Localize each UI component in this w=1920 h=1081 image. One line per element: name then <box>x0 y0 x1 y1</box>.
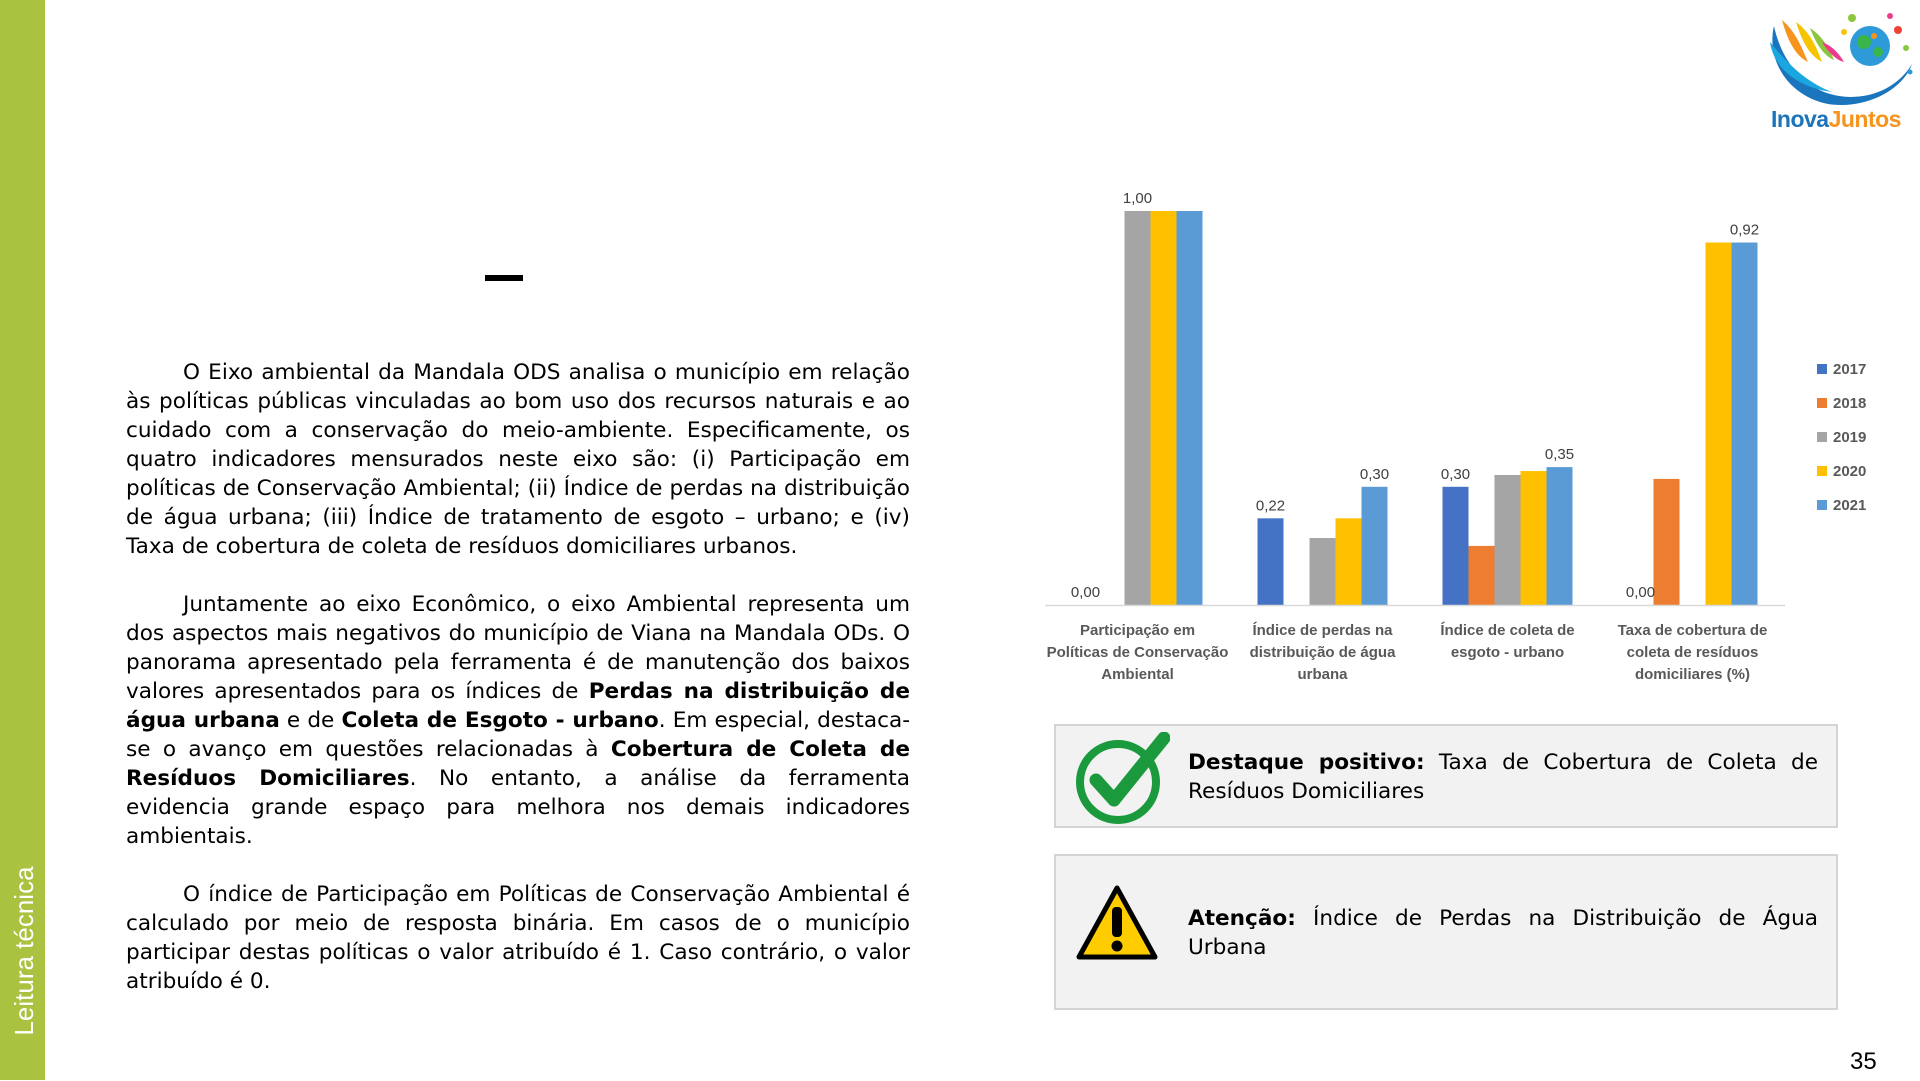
bar-2020-cat4 <box>1706 243 1732 605</box>
data-label-6: 0,35 <box>1544 446 1575 464</box>
data-label-2: 1,00 <box>1122 190 1153 207</box>
bar-2020-cat2 <box>1336 518 1362 605</box>
legend-swatch-2017 <box>1817 364 1827 374</box>
body-text <box>126 358 910 1025</box>
paragraph-analysis: Juntamente ao eixo Econômico, o eixo Ambiental representa um dos aspectos mais negativos do município de Viana na Mandala ODs. O panorama apresentado pela ferramenta é de manutenção dos baixos valores apresentados para os índices de Perdas na distribuição de água urbana e de Coleta de Esgoto - urbano. Em especial, destaca-se o avanço em questões relacionadas à Cobertura de Coleta de Resíduos Domiciliares. No entanto, a análise da ferramenta evidencia grande espaço para melhora nos demais indicadores ambientais. <box>126 592 911 849</box>
bar-2017-cat2 <box>1258 518 1284 605</box>
category-label-4: Taxa de cobertura de coleta de resíduos domiciliares (%) <box>1617 622 1768 683</box>
highlight-positive-text: Destaque positivo: Taxa de Cobertura de Coleta de Resíduos Domiciliares <box>1188 750 1818 804</box>
paragraph-method: O índice de Participação em Políticas de Conservação Ambiental é calculado por meio de resposta binária. Em casos de o município participar destas políticas o valor atribuído é 1. Caso contrário, o valor atribuído é 0. <box>126 882 910 994</box>
bar-2021-cat3 <box>1547 467 1573 605</box>
data-label-5: 0,30 <box>1440 465 1471 483</box>
legend-swatch-2021 <box>1817 500 1827 510</box>
bar-chart <box>1030 185 1890 695</box>
logo-wordmark: InovaJuntos <box>1771 106 1901 132</box>
legend-label-2021: 2021 <box>1833 497 1867 514</box>
highlight-positive-box <box>1054 724 1838 828</box>
legend-label-2020: 2020 <box>1833 463 1867 480</box>
highlight-attention-text: Atenção: Índice de Perdas na Distribuição de Água Urbana <box>1188 906 1818 960</box>
data-label-4: 0,30 <box>1359 465 1390 483</box>
bar-2020-cat1 <box>1151 211 1177 605</box>
bar-2018-cat3 <box>1469 546 1495 605</box>
bar-2019-cat1 <box>1125 211 1151 605</box>
legend-swatch-2020 <box>1817 466 1827 476</box>
sidebar-band <box>0 0 45 1080</box>
category-label-3: Índice de coleta de esgoto - urbano <box>1440 622 1575 661</box>
highlight-attention-box <box>1054 854 1838 1010</box>
category-label-2: Índice de perdas na distribuição de água urbana <box>1249 622 1396 683</box>
bar-2021-cat2 <box>1362 487 1388 605</box>
data-label-1: 0,00 <box>1070 584 1101 601</box>
category-label-1: Participação em Políticas de Conservação Ambiental <box>1046 622 1229 683</box>
bar-2018-cat4 <box>1654 479 1680 605</box>
page-number: 35 <box>1850 1048 1877 1075</box>
warning-icon <box>1074 883 1160 963</box>
legend-swatch-2019 <box>1817 432 1827 442</box>
check-icon <box>1074 732 1170 824</box>
bar-2019-cat3 <box>1495 475 1521 605</box>
title-dash <box>485 275 523 281</box>
legend-label-2017: 2017 <box>1833 361 1867 378</box>
data-label-8: 0,92 <box>1729 221 1760 239</box>
paragraph-intro: O Eixo ambiental da Mandala ODS analisa o município em relação às políticas públicas vinculadas ao bom uso dos recursos naturais e ao cuidado com a conservação do meio-ambiente. Especificamente, os quatro indicadores mensurados neste eixo são: (i) Participação em políticas de Conservação Ambiental; (ii) Índice de perdas na distribuição de água urbana; (iii) Índice de tratamento de esgoto – urbano; e (iv) Taxa de cobertura de coleta de resíduos domiciliares urbanos. <box>126 360 910 559</box>
data-label-3: 0,22 <box>1255 497 1286 515</box>
bar-2019-cat2 <box>1310 538 1336 605</box>
bar-2021-cat1 <box>1177 211 1203 605</box>
bar-2017-cat3 <box>1443 487 1469 605</box>
legend-label-2019: 2019 <box>1833 429 1867 446</box>
bar-2021-cat4 <box>1732 243 1758 605</box>
legend-label-2018: 2018 <box>1833 395 1867 412</box>
data-label-7: 0,00 <box>1625 584 1656 601</box>
legend-swatch-2018 <box>1817 398 1827 408</box>
bar-2020-cat3 <box>1521 471 1547 605</box>
sidebar-label: Leitura técnica <box>9 866 39 1036</box>
